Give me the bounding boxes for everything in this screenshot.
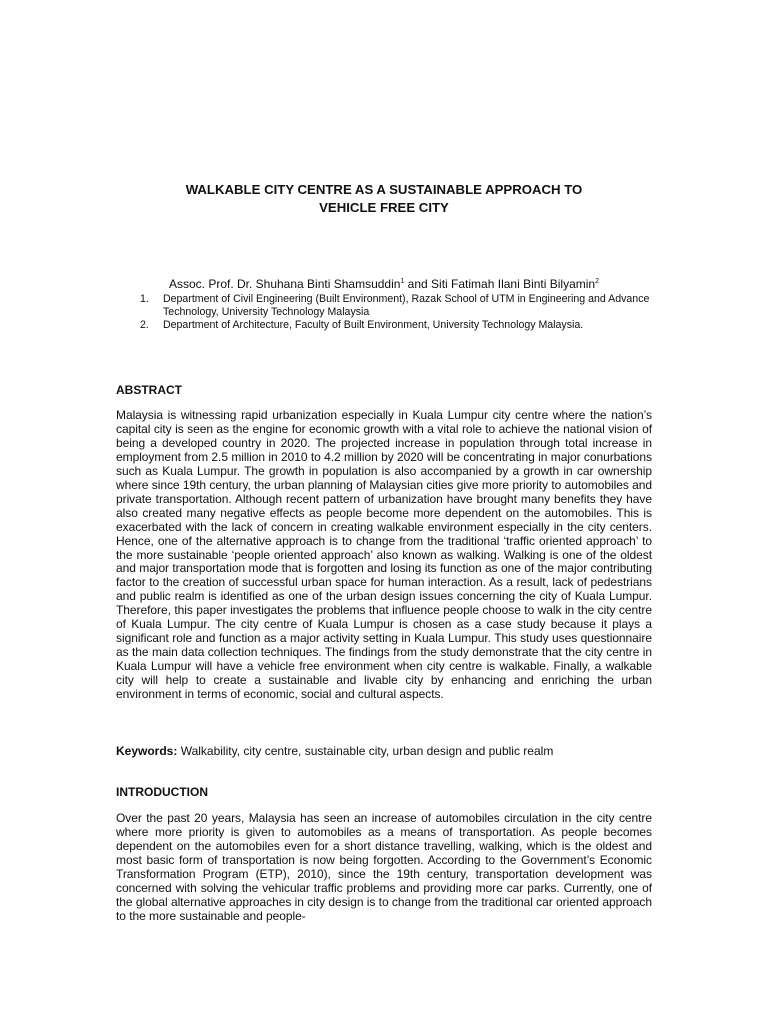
paper-title — [116, 181, 652, 217]
author-1: Assoc. Prof. Dr. Shuhana Binti Shamsuddin — [168, 277, 401, 291]
introduction-heading: INTRODUCTION — [116, 785, 208, 799]
author-2-affiliation-mark: 2 — [595, 278, 600, 285]
author-conjunction: and — [404, 277, 432, 291]
affiliation-list — [116, 293, 652, 333]
author-2: Siti Fatimah Ilani Binti Bilyamin — [431, 277, 596, 291]
keywords-label: Keywords: — [116, 744, 178, 758]
author-1-affiliation-mark: 1 — [400, 278, 405, 285]
affiliation-item — [116, 319, 652, 332]
affiliation-item — [116, 293, 652, 318]
abstract-body: Malaysia is witnessing rapid urbanization especially in Kuala Lumpur city centre where the nation’s capital city is seen as the engine for economic growth with a vital role to achieve the national vision of being a developed country in 2020. The projected increase in population through total increase in employment from 2.5 million in 2010 to 4.2 million by 2020 will be concentrating in major conurbations such as Kuala Lumpur. The growth in population is also accompanied by a growth in car ownership where since 19th century, the urban planning of Malaysian cities give more priority to automobiles and private transportation. Although recent pattern of urbanization have brought many benefits they have also created many negative effects as people become more dependent on the automobiles. This is exacerbated with the lack of concern in creating walkable environment especially in the city centers. Hence, one of the alternative approach is to change from the traditional ‘traffic oriented approach’ to the more sustainable ‘people oriented approach’ also known as walking. Walking is one of the oldest and major transportation mode that is forgotten and losing its function as one of the major contributing factor to the creation of successful urban space for human interaction. As a result, lack of pedestrians and public realm is identified as one of the urban design issues concerning the city of Kuala Lumpur. Therefore, this paper investigates the problems that influence people choose to walk in the city centre of Kuala Lumpur. The city centre of Kuala Lumpur is chosen as a case study because it plays a significant role and function as a major activity setting in Kuala Lumpur. This study uses questionnaire as the main data collection techniques. The findings from the study demonstrate that the city centre in Kuala Lumpur will have a vehicle free environment when city centre is walkable. Finally, a walkable city will help to create a sustainable and livable city by enhancing and enriching the urban environment in terms of economic, social and cultural aspects. — [116, 408, 652, 702]
affiliation-number: 1. — [140, 293, 149, 305]
author-line — [116, 277, 652, 291]
affiliation-number: 2. — [140, 319, 149, 331]
introduction-body: Over the past 20 years, Malaysia has seen an increase of automobiles circulation in the city centre where more priority is given to automobiles as a means of transportation. As people becomes dependent on the automobiles even for a short distance travelling, walking, which is the oldest and most basic form of transportation is now being forgotten. According to the Government’s Economic Transformation Program (ETP), 2010), since the 19th century, transportation development was concerned with solving the vehicular traffic problems and providing more car parks. Currently, one of the global alternative approaches in city design is to change from the traditional car oriented approach to the more sustainable and people- — [116, 811, 652, 923]
keywords-line — [116, 744, 652, 758]
affiliation-text: Department of Architecture, Faculty of Built Environment, University Technology Malaysia. — [163, 319, 584, 331]
title-line-2: VEHICLE FREE CITY — [319, 200, 449, 215]
abstract-heading: ABSTRACT — [116, 383, 182, 397]
keywords-text: Walkability, city centre, sustainable city, urban design and public realm — [177, 744, 554, 758]
title-line-1: WALKABLE CITY CENTRE AS A SUSTAINABLE APPROACH TO — [185, 182, 583, 197]
affiliation-text: Department of Civil Engineering (Built Environment), Razak School of UTM in Engineering and Advance Technology, University Technology Malaysia — [163, 293, 650, 318]
